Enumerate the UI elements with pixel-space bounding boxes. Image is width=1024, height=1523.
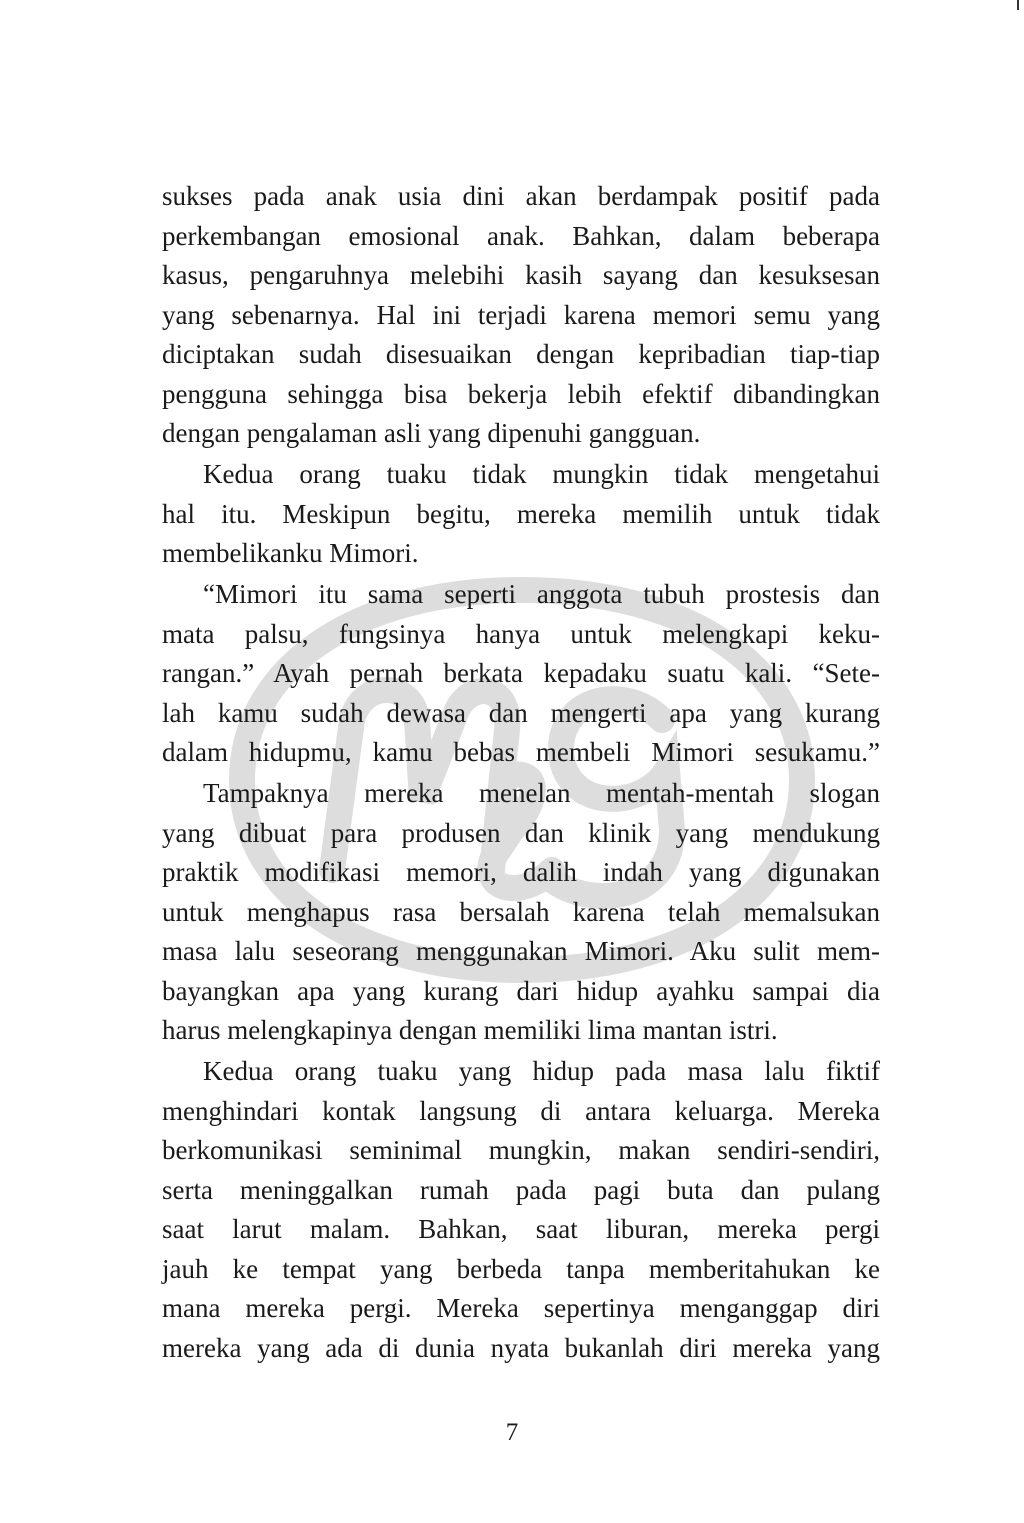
text-line: mereka yang ada di dunia nyata bukanlah diri mereka yang [162, 1332, 880, 1363]
text-line: yang sebenarnya. Hal ini terjadi karena memori semu yang [162, 299, 880, 330]
text-line: pengguna sehingga bisa bekerja lebih efektif dibandingkan [162, 378, 880, 409]
text-line: rangan.” Ayah pernah berkata kepadaku suatu kali. “Sete- [162, 658, 880, 688]
paragraph-first-line: Kedua orang tuaku yang hidup pada masa lalu fiktif [203, 1056, 880, 1086]
paragraph-first-line: Kedua orang tuaku tidak mungkin tidak mengetahui [203, 459, 880, 489]
text-line: yang dibuat para produsen dan klinik yang mendukung [162, 817, 880, 848]
text-line: mata palsu, fungsinya hanya untuk melengkapi keku- [162, 618, 880, 649]
text-line: dengan pengalaman asli yang dipenuhi gangguan. [162, 418, 701, 448]
crop-mark [1017, 0, 1019, 10]
text-line: serta meninggalkan rumah pada pagi buta dan pulang [162, 1174, 880, 1205]
text-line: hal itu. Meskipun begitu, mereka memilih untuk tidak [162, 498, 880, 529]
text-line: saat larut malam. Bahkan, saat liburan, mereka pergi [162, 1214, 880, 1244]
text-line: praktik modifikasi memori, dalih indah yang digunakan [162, 857, 880, 887]
paragraph-first-line: “Mimori itu sama seperti anggota tubuh prostesis dan [203, 579, 880, 609]
text-line: kasus, pengaruhnya melebihi kasih sayang dan kesuksesan [162, 260, 880, 290]
text-line: diciptakan sudah disesuaikan dengan kepribadian tiap-tiap [162, 339, 880, 369]
text-line: perkembangan emosional anak. Bahkan, dalam beberapa [162, 220, 880, 251]
text-line: berkomunikasi seminimal mungkin, makan sendiri-sendiri, [162, 1135, 880, 1165]
text-line: bayangkan apa yang kurang dari hidup ayahku sampai dia [162, 975, 880, 1006]
text-line: untuk menghapus rasa bersalah karena telah memalsukan [162, 896, 880, 927]
text-line: mana mereka pergi. Mereka sepertinya menganggap diri [162, 1293, 880, 1323]
paragraph-first-line: Tampaknya mereka menelan mentah-mentah slogan [203, 778, 880, 808]
text-line: membelikanku Mimori. [162, 538, 419, 568]
text-line: menghindari kontak langsung di antara keluarga. Mereka [162, 1095, 880, 1126]
text-line: jauh ke tempat yang berbeda tanpa memberitahukan ke [162, 1253, 880, 1284]
text-line: dalam hidupmu, kamu bebas membeli Mimori sesukamu.” [162, 737, 880, 767]
text-line: lah kamu sudah dewasa dan mengerti apa yang kurang [162, 697, 880, 728]
text-line: harus melengkapinya dengan memiliki lima mantan istri. [162, 1015, 778, 1045]
text-line: masa lalu seseorang menggunakan Mimori. Aku sulit mem- [162, 936, 880, 966]
page-number: 7 [505, 1419, 519, 1446]
text-line: sukses pada anak usia dini akan berdampak positif pada [162, 181, 880, 211]
